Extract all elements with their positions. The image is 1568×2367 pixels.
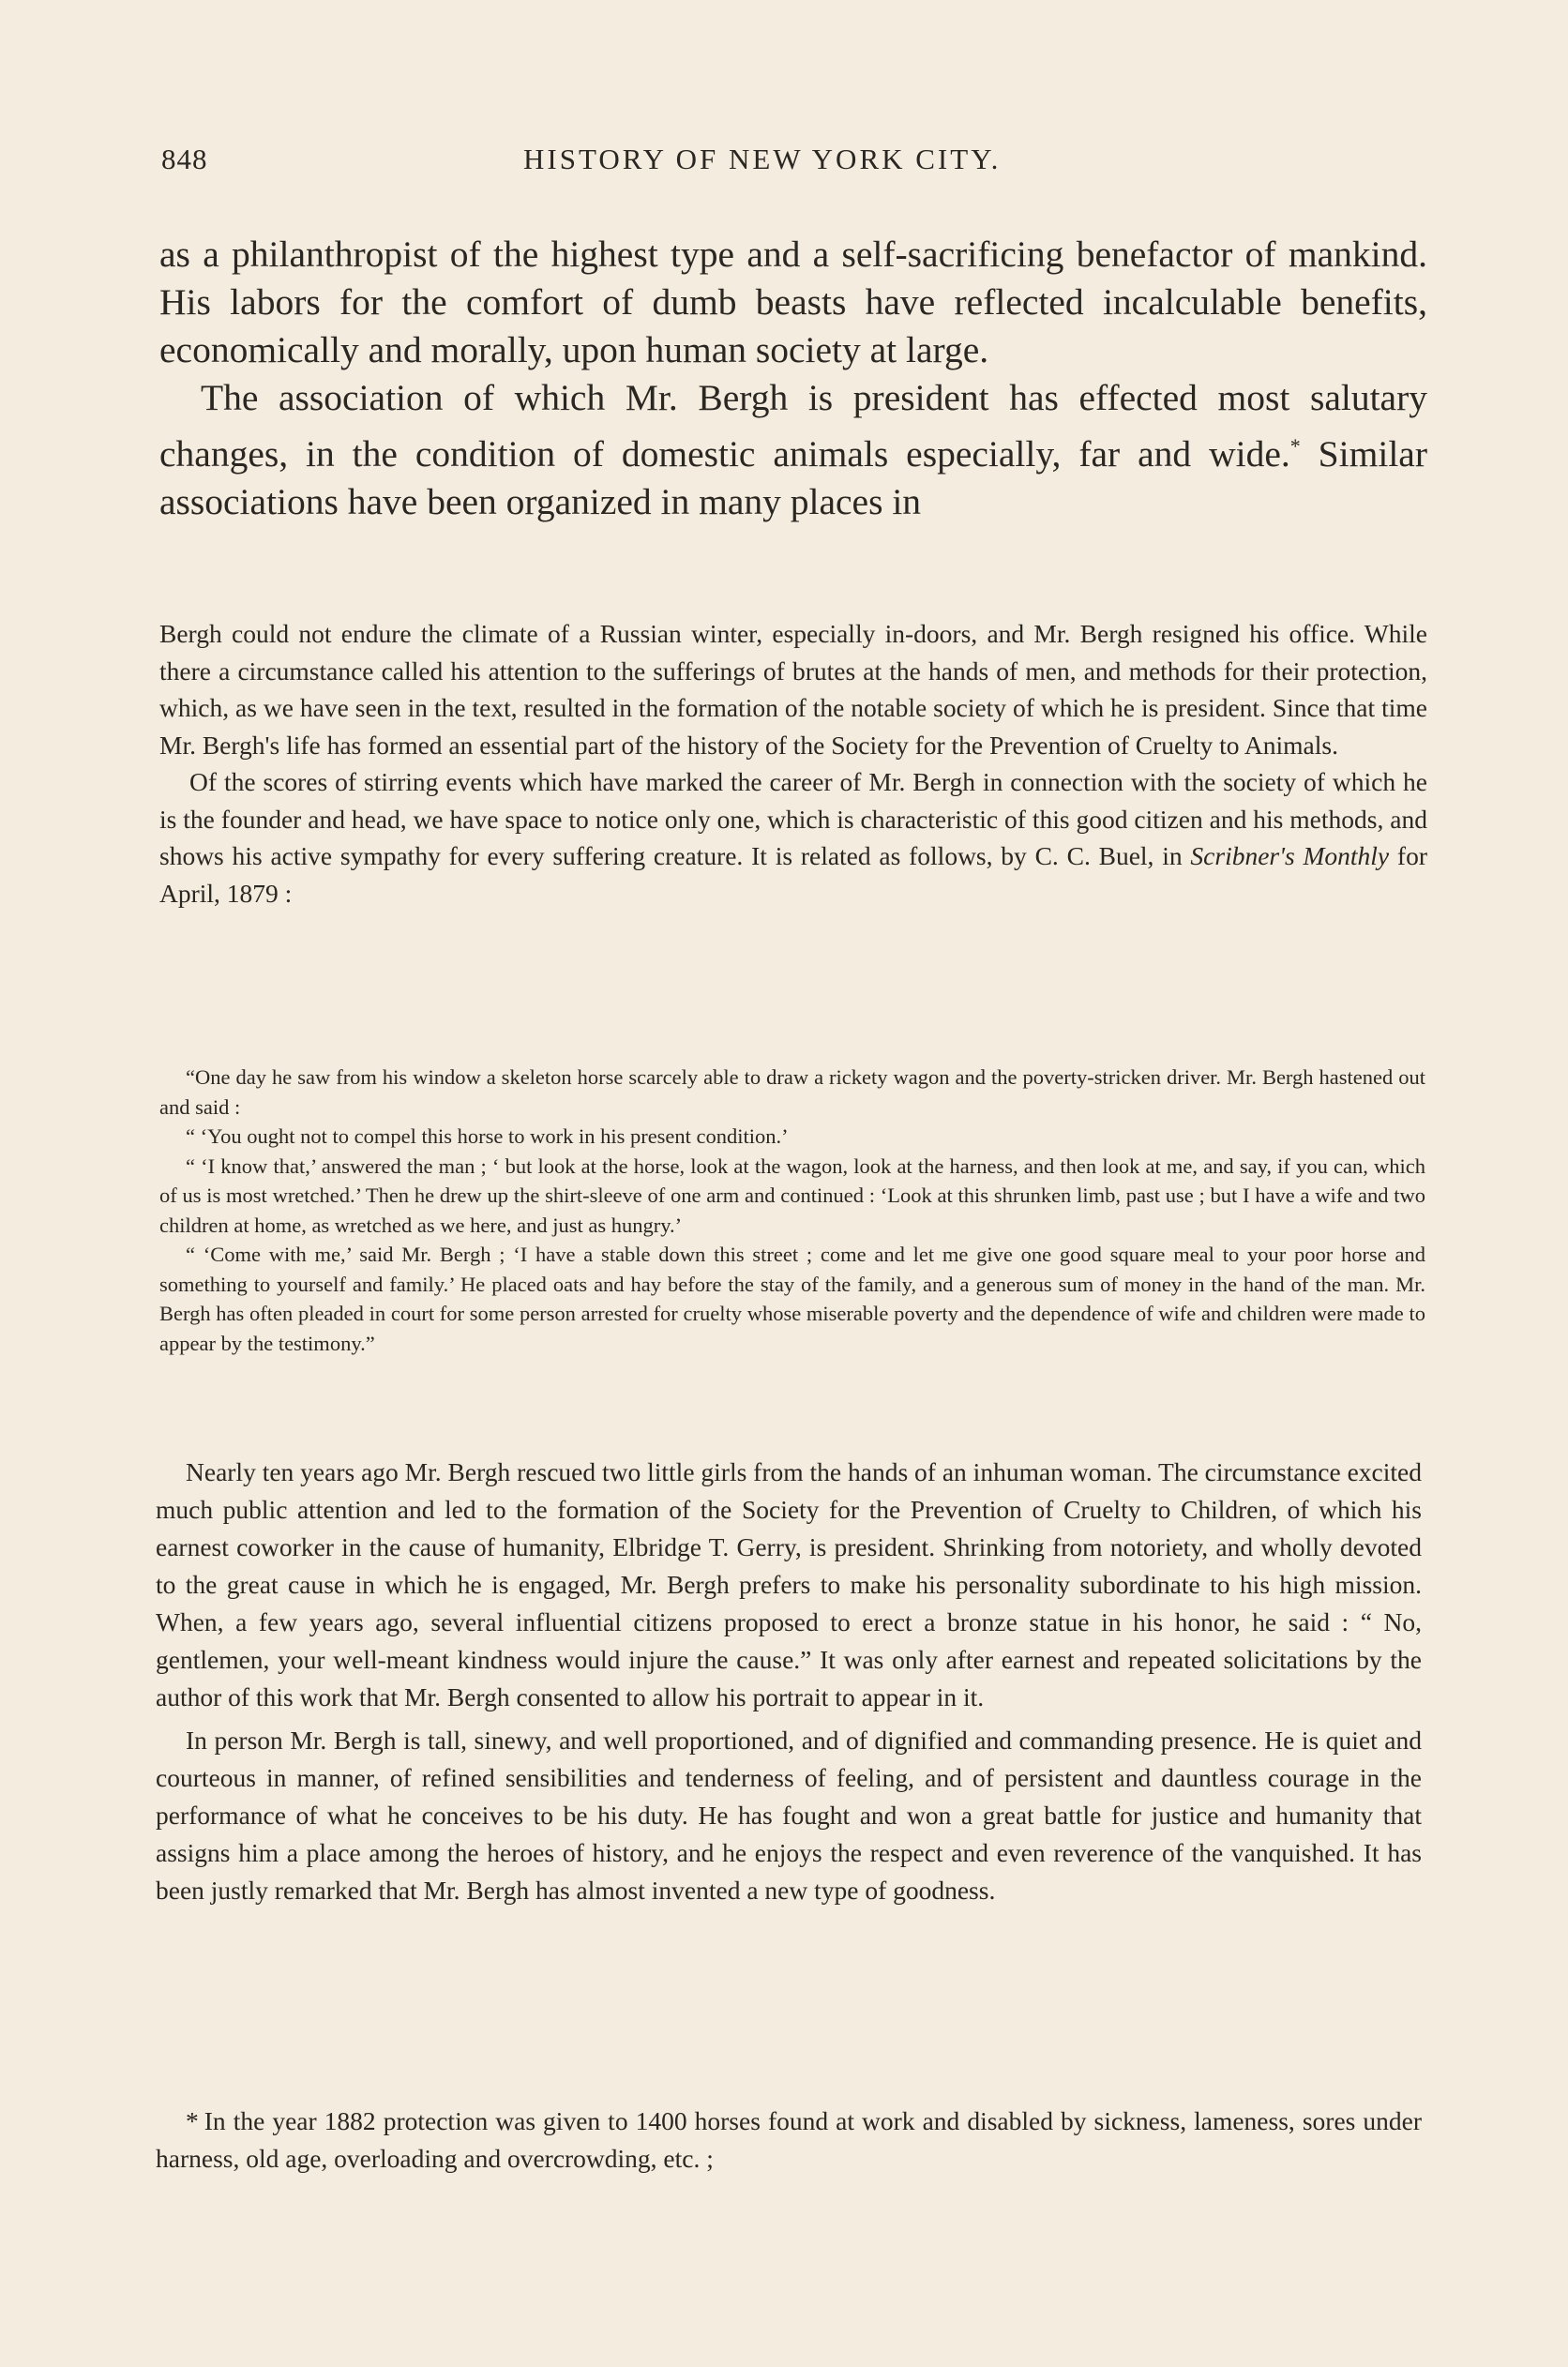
footnote-continuation-2 — [156, 1454, 1422, 1909]
footnote-text: In the year 1882 protection was given to 1400 horses found at work and disabled by sickness, lameness, sores under harness, old age, overloading and overcrowding, etc. ; — [156, 2106, 1422, 2173]
main-paragraph-text: Similar associations have been organized in many places in — [159, 433, 1427, 523]
footnote-paragraph: In person Mr. Bergh is tall, sinewy, and well proportioned, and of dignified and commanding presence. He is quiet and courteous in manner, of refined sensibilities and tenderness of feeling, and of persistent and dauntless courage in the performance of what he conceives to be his duty. He has fought and won a great battle for justice and humanity that assigns him a place among the heroes of history, and he enjoys the respect and even reverence of the vanquished. It has been justly remarked that Mr. Bergh has almost invented a new type of goodness. — [156, 1726, 1422, 1905]
footnote-paragraph: Nearly ten years ago Mr. Bergh rescued two little girls from the hands of an inhuman woman. The circumstance excited much public attention and led to the formation of the Society for the Prevention of Cruelty to Children, of which his earnest coworker in the cause of humanity, Elbridge T. Gerry, is president. Shrinking from notoriety, and wholly devoted to the great cause in which he is engaged, Mr. Bergh prefers to make his personality subordinate to his high mission. When, a few years ago, several influential citizens proposed to erect a bronze statue in his honor, he said : “ No, gentlemen, your well-meant kindness would injure the cause.” It was only after earnest and repeated solicitations by the author of this work that Mr. Bergh consented to allow his portrait to appear in it. — [156, 1457, 1422, 1711]
quote-paragraph: “ ‘I know that,’ answered the man ; ‘ but look at the horse, look at the wagon, look at the harness, and then look at me, and say, if you can, which of us is most wretched.’ Then he drew up the shirt-sleeve of one arm and continued : ‘Look at this shrunken limb, past use ; but I have a wife and two children at home, as wretched as we here, and just as hungry.’ — [159, 1153, 1425, 1237]
footnote-marker: * — [1289, 434, 1301, 458]
footnote-text: Of the scores of stirring events which have marked the career of Mr. Bergh in connection with the society of which he is the founder and head, we have space to notice only one, which is characteristic of this good citizen and his methods, and shows his active sympathy for every suffering creature. It is related as follows, by C. C. Buel, in — [159, 767, 1427, 870]
journal-title: Scribner's Monthly — [1190, 841, 1390, 870]
page-number: 848 — [161, 143, 208, 175]
main-paragraph: as a philanthropist of the highest type and a self-sacrificing benefactor of mankind. His labors for the comfort of dumb beasts have reflected incalculable benefits, economically and morally, upon human society at large. — [159, 234, 1427, 370]
footnote-text: for April, 1879 : — [159, 841, 1427, 908]
footnote — [156, 2103, 1422, 2178]
footnote-paragraph: Bergh could not endure the climate of a Russian winter, especially in-doors, and Mr. Bergh resigned his office. While there a circumstance called his attention to the sufferings of brutes at the hands of men, and methods for their protection, which, as we have seen in the text, resulted in the formation of the notable society of which he is president. Since that time Mr. Bergh's life has formed an essential part of the history of the Society for the Prevention of Cruelty to Animals. — [159, 619, 1427, 760]
block-quote — [159, 1063, 1425, 1358]
quote-paragraph: “One day he saw from his window a skeleton horse scarcely able to draw a rickety wagon and the poverty-stricken driver. Mr. Bergh hastened out and said : — [159, 1065, 1425, 1119]
main-text — [159, 231, 1427, 526]
quote-paragraph: “ ‘Come with me,’ said Mr. Bergh ; ‘I have a stable down this street ; come and let me give one good square meal to your poor horse and something to yourself and family.’ He placed oats and hay before the stay of the family, and a generous sum of money in the hand of the man. Mr. Bergh has often pleaded in court for some person arrested for cruelty whose miserable poverty and the dependence of wife and children were made to appear by the testimony.” — [159, 1243, 1425, 1355]
footnote-paragraph — [159, 763, 1427, 912]
footnote-continuation — [159, 615, 1427, 912]
footnote-paragraph — [156, 2103, 1422, 2178]
running-title: HISTORY OF NEW YORK CITY. — [523, 143, 1002, 175]
quote-paragraph: “ ‘You ought not to compel this horse to work in his present condition.’ — [186, 1124, 789, 1148]
main-paragraph-text: The association of which Mr. Bergh is president has effected most salutary changes, in the condition of domestic animals especially, far and wide. — [159, 377, 1427, 475]
running-head — [161, 143, 1427, 189]
main-paragraph — [159, 374, 1427, 526]
footnote-marker: * — [186, 2106, 199, 2135]
